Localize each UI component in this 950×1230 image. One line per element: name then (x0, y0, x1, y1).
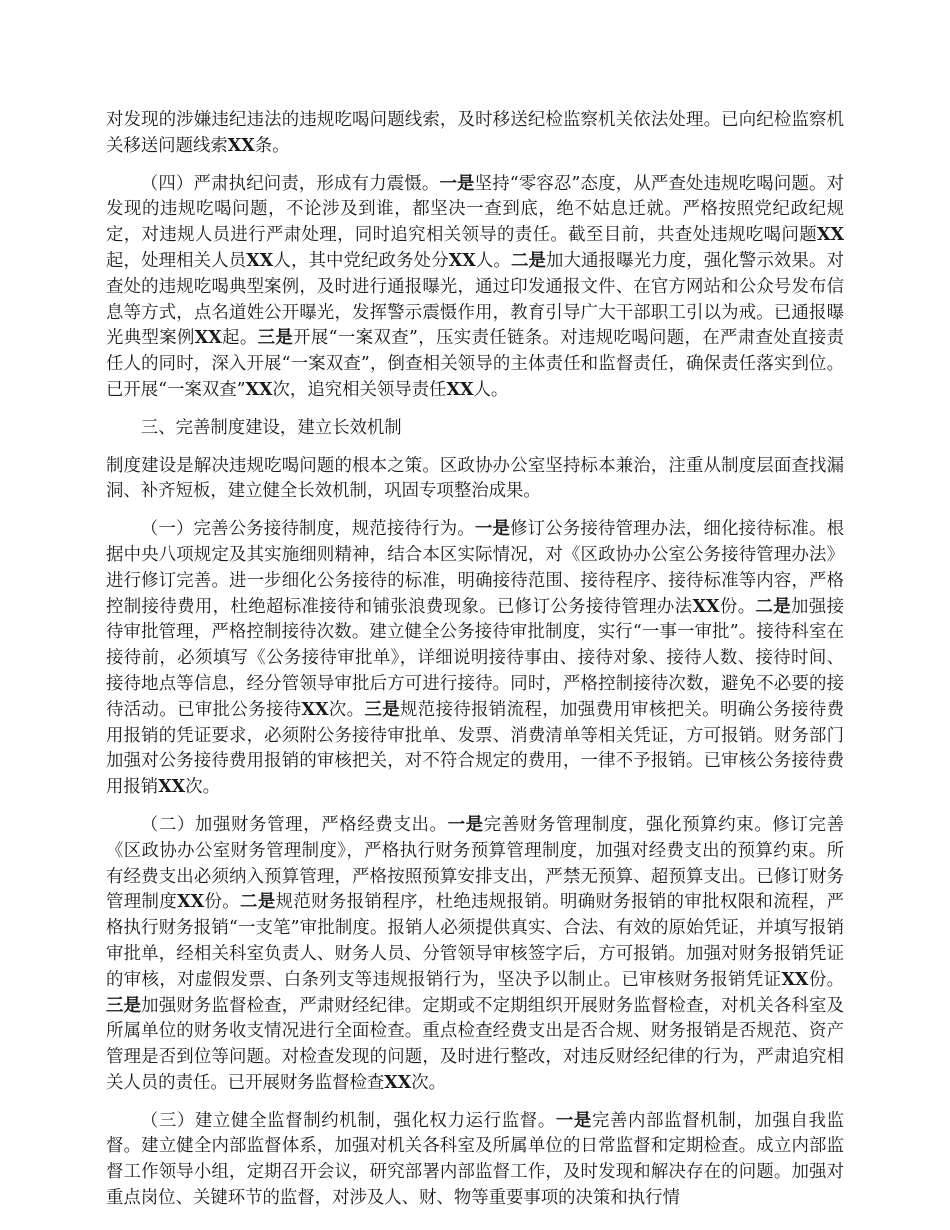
text-run: （三）建立健全监督制约机制，强化权力运行监督。 (140, 1110, 556, 1131)
placeholder-value: XX (246, 250, 274, 271)
text-run: （一）完善公务接待制度，规范接待行为。 (140, 519, 475, 540)
text-run: 修订公务接待管理办法，细化接待标准。根据中央八项规定及其实施细则精神，结合本区实际情况，对《区政协办公室公务接待管理办法》进行修订完善。进一步细化公务接待的标准，明确接待范围、接待程序、接待标准等内容，严格控制接待费用，杜绝超标准接待和铺张浪费现象。已修订公务接待管理办法 (106, 519, 844, 617)
paragraph-制度建设-intro (106, 454, 844, 506)
text-run: 份。 (204, 892, 241, 913)
document-text-body (106, 108, 844, 1224)
text-run: 条。 (254, 135, 290, 156)
paragraph-section-4-执纪问责 (106, 172, 844, 404)
placeholder-value: XX (194, 328, 222, 349)
paragraph-subsection-1-公务接待制度 (106, 517, 844, 801)
emphasis-run: 二是 (240, 892, 276, 913)
emphasis-run: 二是 (755, 596, 792, 617)
text-run: 人。 (473, 379, 509, 400)
placeholder-value: XX (301, 699, 329, 720)
placeholder-value: XX (448, 250, 476, 271)
placeholder-value: XX (158, 777, 186, 798)
emphasis-run: 三是 (364, 699, 401, 720)
emphasis-run: 三是 (257, 328, 294, 349)
text-run: （四）严肃执纪问责，形成有力震慑。 (140, 173, 440, 194)
emphasis-run: 二是 (510, 250, 547, 271)
placeholder-value: XX (781, 969, 809, 990)
text-run: 次。 (185, 777, 220, 798)
text-run: 次。 (328, 699, 365, 720)
text-run: 加大通报曝光力度，强化警示效果。对查处的违规吃喝典型案例，及时进行通报曝光，通过印发通报文件、在官方网站和公众号发布信息等方式，点名道姓公开曝光，发挥警示震慑作用，教育引导广大干部职工引以为戒。已通报曝光典型案例 (106, 250, 844, 349)
placeholder-value: XX (446, 379, 474, 400)
text-run: 份。 (719, 596, 756, 617)
placeholder-value: XX (384, 1072, 412, 1093)
text-run: 坚持“零容忍”态度，从严查处违规吃喝问题。对发现的违规吃喝问题，不论涉及到谁，都坚决一查到底，绝不姑息迁就。严格按照党纪政纪规定，对违规人员进行严肃处理，同时追究相关领导的责任。截至目前，共查处违规吃喝问题 (106, 173, 844, 246)
text-run: 开展“一案双查”，压实责任链条。对违规吃喝问题，在严肃查处直接责任人的同时，深入开展“一案双查”，倒查相关领导的主体责任和监督责任，确保责任落实到位。已开展“一案双查” (106, 328, 844, 400)
emphasis-run: 一是 (447, 814, 484, 835)
emphasis-run: 一是 (474, 519, 511, 540)
section-heading-3 (106, 416, 844, 442)
placeholder-value: XX (177, 892, 205, 913)
text-run: 份。 (808, 969, 844, 990)
paragraph-線索移送 (106, 108, 844, 160)
text-run: 制度建设是解决违规吃喝问题的根本之策。区政协办公室坚持标本兼治，注重从制度层面查找漏洞、补齐短板，建立健全长效机制，巩固专项整治成果。 (106, 455, 844, 502)
text-run: 次，追究相关领导责任 (272, 379, 447, 400)
emphasis-run: 三是 (106, 995, 142, 1016)
text-run: 起，处理相关人员 (106, 250, 247, 271)
paragraph-subsection-2-财务管理 (106, 813, 844, 1097)
emphasis-run: 一是 (439, 173, 475, 194)
placeholder-value: XX (227, 135, 255, 156)
paragraph-subsection-3-监督制约机制 (106, 1109, 844, 1212)
text-run: 规范接待报销流程，加强费用审核把关。明确公务接待费用报销的凭证要求，必须附公务接待审批单、发票、消费清单等相关凭证，方可报销。财务部门加强对公务接待费用报销的审核把关，对不符合规定的费用，一律不予报销。已审核公务接待费用报销 (106, 699, 844, 798)
text-run: 完善财务管理制度，强化预算约束。修订完善《区政协办公室财务管理制度》，严格执行财务预算管理制度，加强对经费支出的预算约束。所有经费支出必须纳入预算管理，严格按照预算安排支出，严禁无预算、超预算支出。已修订财务管理制度 (106, 814, 844, 913)
text-run: 规范财务报销程序，杜绝违规报销。明确财务报销的审批权限和流程，严格执行财务报销“一支笔”审批制度。报销人必须提供真实、合法、有效的原始凭证，并填写报销审批单，经相关科室负责人、财务人员、分管领导审核签字后，方可报销。加强对财务报销凭证的审核，对虚假发票、白条列支等违规报销行为，坚决予以制止。已审核财务报销凭证 (106, 892, 844, 990)
text-run: 人，其中党纪政务处分 (273, 250, 449, 271)
text-run: 加强财务监督检查，严肃财经纪律。定期或不定期组织开展财务监督检查，对机关各科室及所属单位的财务收支情况进行全面检查。重点检查经费支出是否合规、财务报销是否规范、资产管理是否到位等问题。对检查发现的问题，及时进行整改，对违反财经纪律的行为，严肃追究相关人员的责任。已开展财务监督检查 (106, 995, 844, 1093)
text-run: 人。 (475, 250, 511, 271)
text-run: 次。 (411, 1072, 447, 1093)
text-run: 对发现的涉嫌违纪违法的违规吃喝问题线索，及时移送纪检监察机关依法处理。已向纪检监察机关移送问题线索 (106, 110, 844, 156)
text-run: （二）加强财务管理，严格经费支出。 (140, 814, 448, 835)
placeholder-value: XX (245, 379, 273, 400)
text-run: 起。 (221, 328, 258, 349)
text-run: 完善内部监督机制，加强自我监督。建立健全内部监督体系，加强对机关各科室及所属单位的日常监督和定期检查。成立内部监督工作领导小组，定期召开会议，研究部署内部监督工作，及时发现和解决存在的问题。加强对重点岗位、关键环节的监督，对涉及人、财、物等重要事项的决策和执行情 (106, 1110, 844, 1209)
placeholder-value: XX (692, 596, 720, 617)
placeholder-value: XX (817, 225, 844, 246)
text-run: 加强接待审批管理，严格控制接待次数。建立健全公务接待审批制度，实行“一事一审批”。接待科室在接待前，必须填写《公务接待审批单》，详细说明接待事由、接待对象、接待人数、接待时间、接待地点等信息，经分管领导审批后方可进行接待。同时，严格控制接待次数，避免不必要的接待活动。已审批公务接待 (106, 596, 844, 720)
emphasis-run: 一是 (555, 1110, 592, 1131)
text-run: 三、完善制度建设，建立长效机制 (140, 417, 402, 438)
